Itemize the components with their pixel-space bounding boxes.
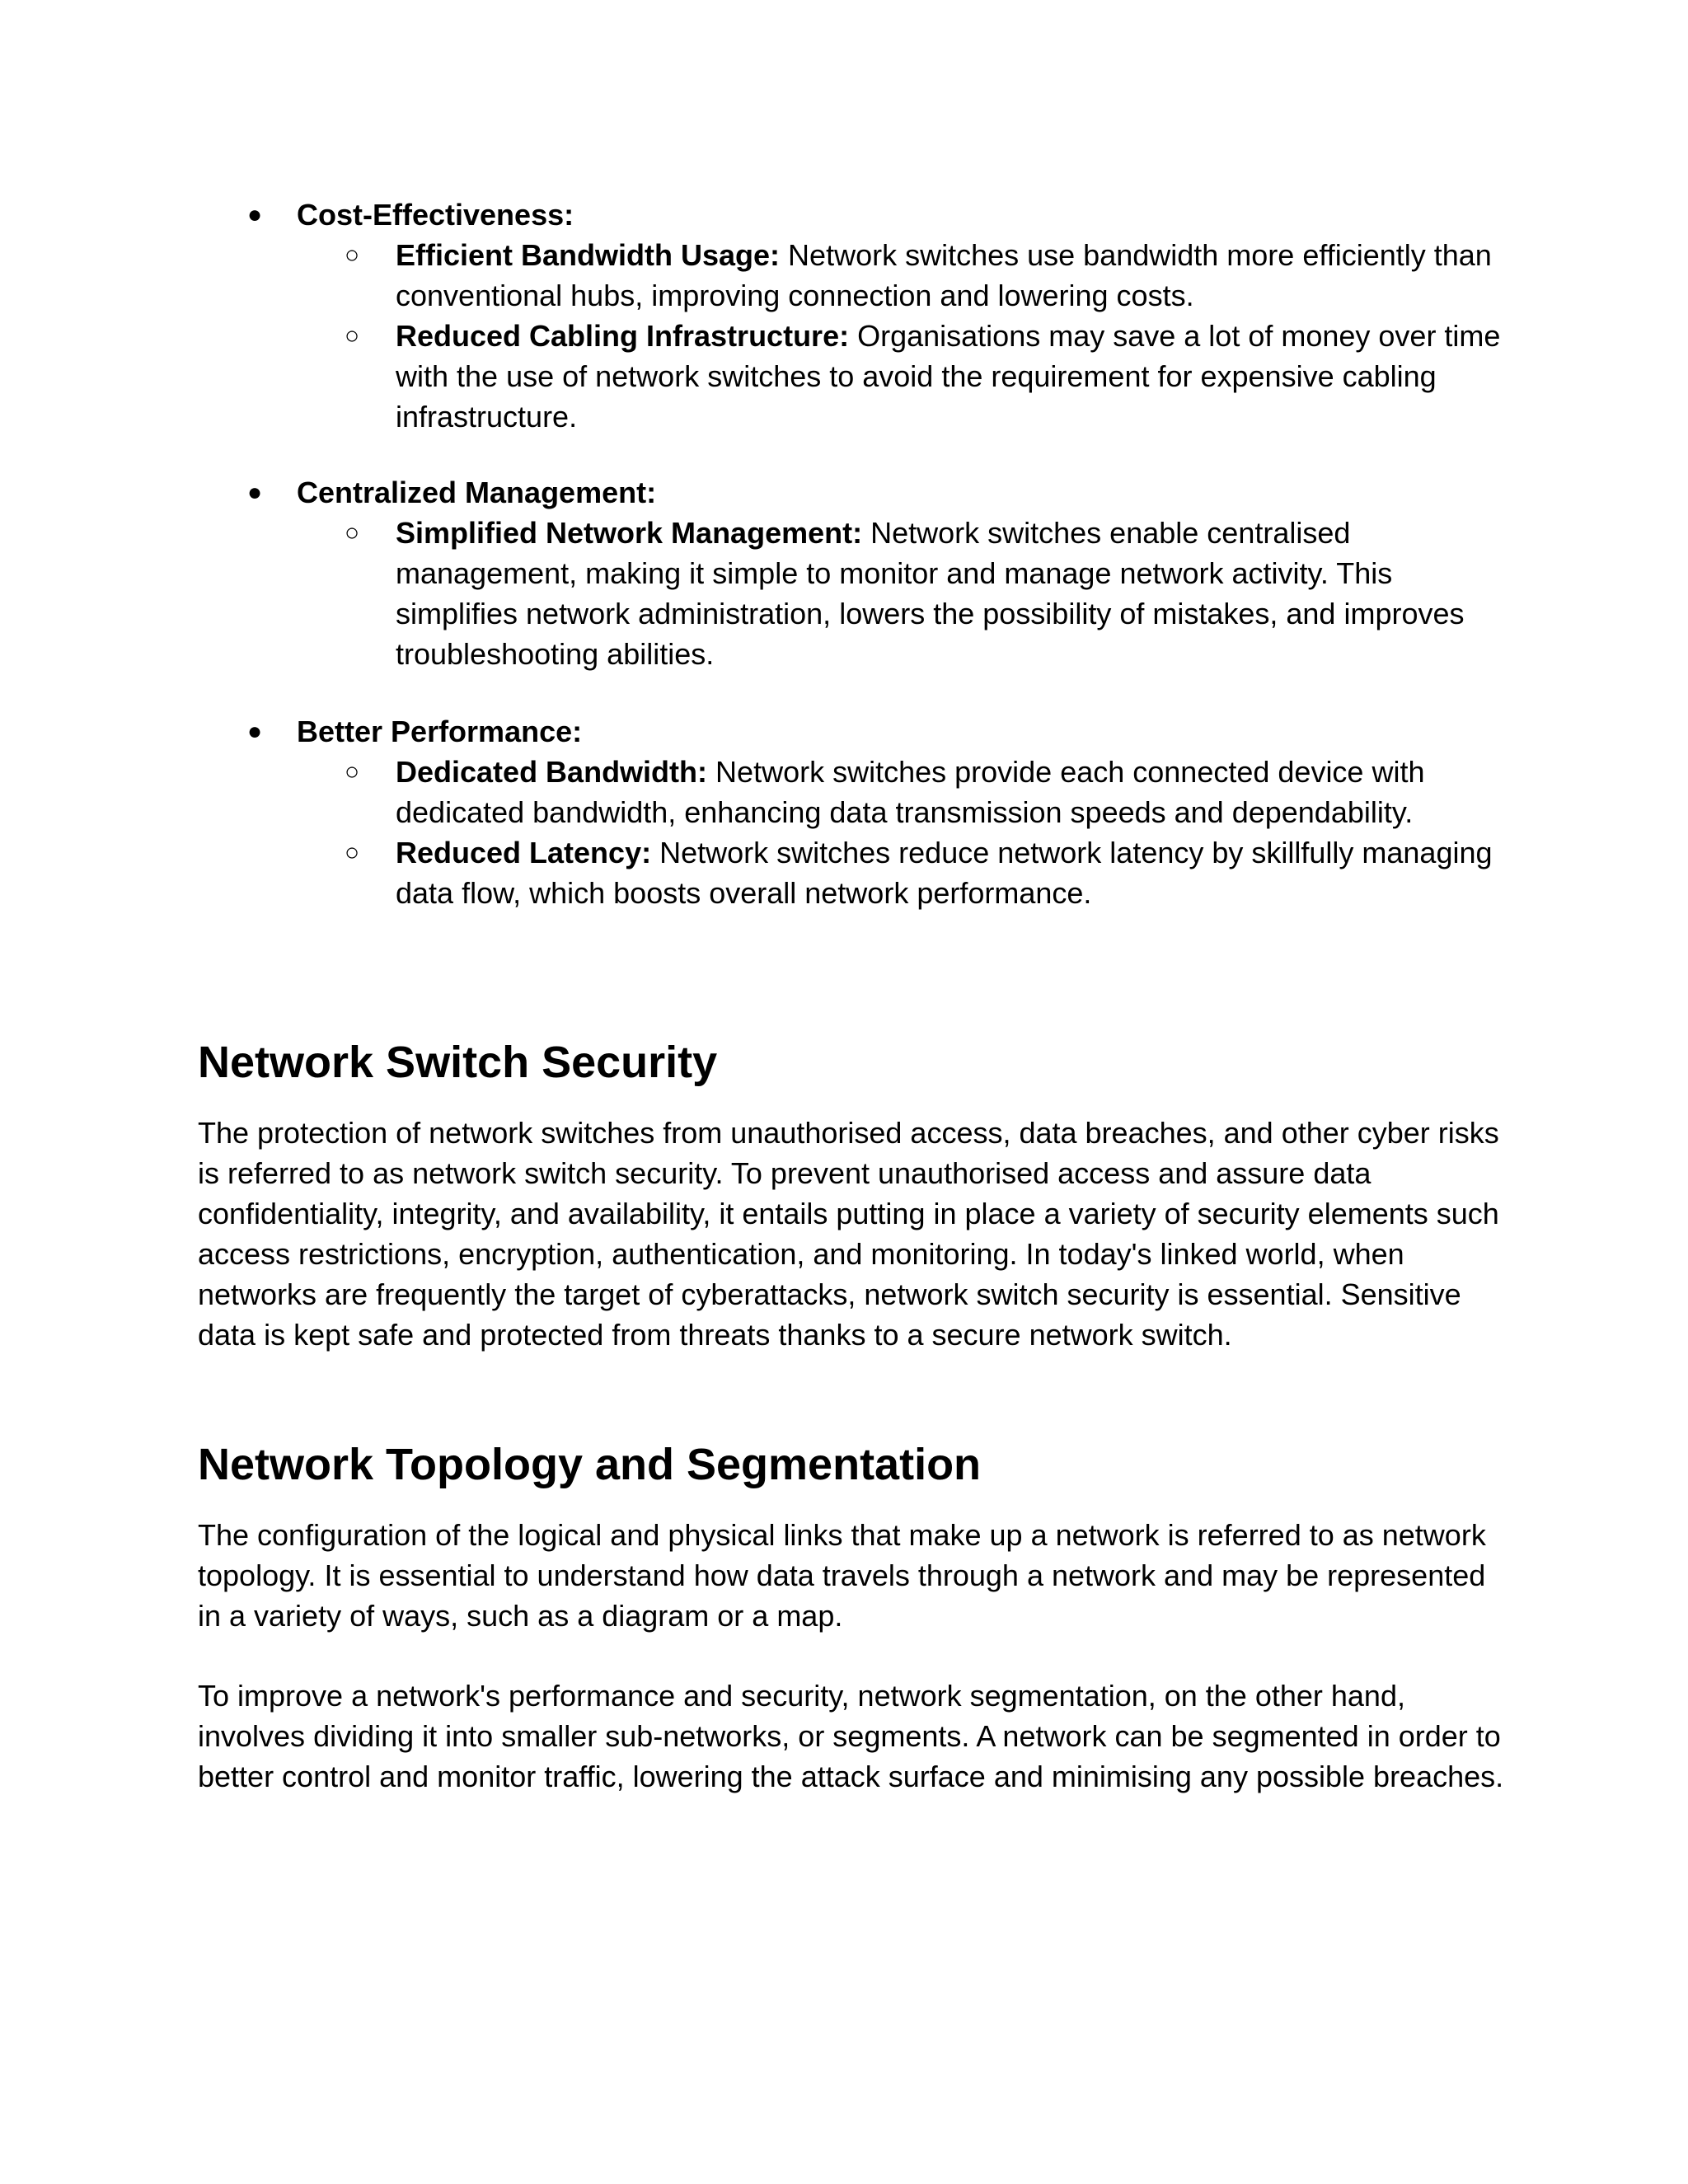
- item-term: Reduced Latency:: [396, 836, 652, 869]
- item-text: Network switches use bandwidth more efficiently than conventional hubs, improving connection and lowering costs.: [396, 238, 1492, 312]
- sub-bullet-icon: ○: [345, 241, 360, 269]
- list-item: [198, 235, 1508, 316]
- topology-paragraph-2: To improve a network's performance and security, network segmentation, on the other hand, involves dividing it into smaller sub-networks, or segments. A network can be segmented in order to better control and monitor traffic, lowering the attack surface and minimising any possible breaches.: [198, 1679, 1504, 1793]
- benefit-heading-item: [198, 711, 1508, 752]
- benefit-heading: Centralized Management:: [297, 476, 657, 509]
- item-text: Network switches reduce network latency by skillfully managing data flow, which boosts overall network performance.: [396, 836, 1493, 910]
- item-text: Network switches provide each connected device with dedicated bandwidth, enhancing data transmission speeds and dependability.: [396, 755, 1425, 829]
- topology-paragraph-1: The configuration of the logical and physical links that make up a network is referred to as network topology. It is essential to understand how data travels through a network and may be represented in a variety of ways, such as a diagram or a map.: [198, 1518, 1486, 1633]
- list-item: [198, 316, 1508, 437]
- item-term: Reduced Cabling Infrastructure:: [396, 319, 850, 353]
- sub-bullet-icon: ○: [345, 519, 360, 546]
- benefit-centralized-management: [198, 472, 1508, 674]
- item-term: Efficient Bandwidth Usage:: [396, 238, 781, 272]
- benefit-heading-item: [198, 472, 1508, 513]
- bullet-icon: ●: [247, 479, 263, 506]
- benefit-heading: Cost-Effectiveness:: [297, 198, 574, 232]
- benefit-cost-effectiveness: [198, 194, 1508, 437]
- item-term: Simplified Network Management:: [396, 516, 863, 550]
- section-heading-security: Network Switch Security: [198, 1038, 718, 1087]
- sub-bullet-icon: ○: [345, 322, 360, 349]
- benefit-heading: Better Performance:: [297, 715, 583, 748]
- list-item: [198, 513, 1508, 674]
- bullet-icon: ●: [247, 718, 263, 745]
- benefit-better-performance: [198, 711, 1508, 913]
- bullet-icon: ●: [247, 201, 263, 228]
- item-term: Dedicated Bandwidth:: [396, 755, 708, 789]
- list-item: [198, 832, 1508, 913]
- benefit-heading-item: [198, 194, 1508, 235]
- list-item: [198, 752, 1508, 832]
- sub-bullet-icon: ○: [345, 839, 360, 866]
- item-text: Network switches enable centralised management, making it simple to monitor and manage network activity. This simplifies network administration, lowers the possibility of mistakes, and improves troubleshooting abilities.: [396, 516, 1465, 671]
- security-paragraph: The protection of network switches from unauthorised access, data breaches, and other cyber risks is referred to as network switch security. To prevent unauthorised access and assure data confidentiality, integrity, and availability, it entails putting in place a variety of security elements such access restrictions, encryption, authentication, and monitoring. In today's linked world, when networks are frequently the target of cyberattacks, network switch security is essential. Sensitive data is kept safe and protected from threats thanks to a secure network switch.: [198, 1116, 1499, 1352]
- item-text: Organisations may save a lot of money over time with the use of network switches to avoid the requirement for expensive cabling infrastructure.: [396, 319, 1501, 434]
- section-heading-topology: Network Topology and Segmentation: [198, 1440, 982, 1489]
- sub-bullet-icon: ○: [345, 758, 360, 785]
